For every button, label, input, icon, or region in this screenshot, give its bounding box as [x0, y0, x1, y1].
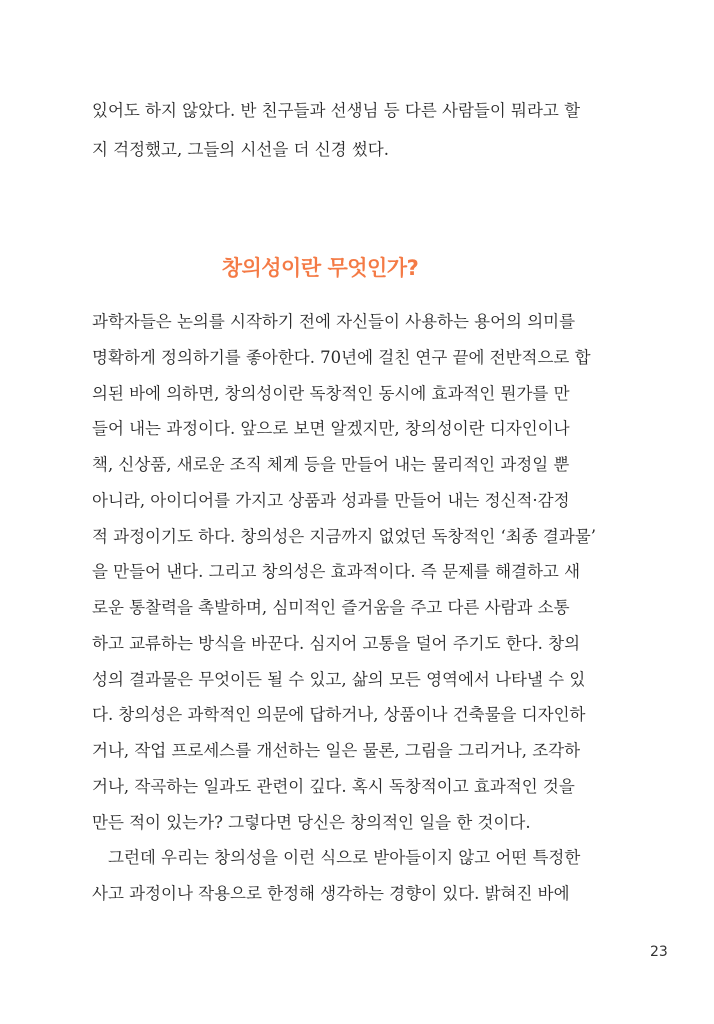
section-heading: 창의성이란 무엇인가?: [221, 256, 419, 280]
body-text-line: 하고 교류하는 방식을 바꾼다. 심지어 고통을 덜어 주기도 한다. 창의: [92, 633, 581, 653]
body-text-line: 을 만들어 낸다. 그리고 창의성은 효과적이다. 즉 문제를 해결하고 새: [92, 562, 581, 582]
body-text-line: 들어 내는 과정이다. 앞으로 보면 알겠지만, 창의성이란 디자인이나: [92, 419, 570, 439]
body-text-line: 사고 과정이나 작용으로 한정해 생각하는 경향이 있다. 밝혀진 바에: [92, 884, 570, 903]
body-text-line: 로운 통찰력을 촉발하며, 심미적인 즐거움을 주고 다른 사람과 소통: [92, 598, 570, 617]
body-text-line: 적 과정이기도 하다. 창의성은 지금까지 없었던 독창적인 ‘최종 결과물’: [92, 526, 596, 546]
body-text-line: 명확하게 정의하기를 좋아한다. 70년에 걸친 연구 끝에 전반적으로 합: [92, 347, 591, 367]
body-text-line: 아니라, 아이디어를 가지고 상품과 성과를 만들어 내는 정신적·감정: [92, 490, 570, 510]
body-text-line: 다. 창의성은 과학적인 의문에 답하거나, 상품이나 건축물을 디자인하: [92, 705, 586, 725]
body-text-line: 과학자들은 논의를 시작하기 전에 자신들이 사용하는 용어의 의미를: [92, 312, 576, 331]
body-text-line: 의된 바에 의하면, 창의성이란 독창적인 동시에 효과적인 뭔가를 만: [92, 383, 570, 403]
body-text-line: 책, 신상품, 새로운 조직 체계 등을 만들어 내는 물리적인 과정일 뿐: [92, 455, 570, 474]
body-text-line: 거나, 작업 프로세스를 개선하는 일은 물론, 그림을 그리거나, 조각하: [92, 741, 581, 760]
body-text-line: 만든 적이 있는가? 그렇다면 당신은 창의적인 일을 한 것이다.: [92, 812, 531, 832]
body-text-line: 있어도 하지 않았다. 반 친구들과 선생님 등 다른 사람들이 뭐라고 할: [92, 101, 581, 120]
page-number: 23: [650, 944, 668, 960]
body-text-line: 그런데 우리는 창의성을 이런 식으로 받아들이지 않고 어떤 특정한: [108, 848, 581, 868]
body-text-line: 거나, 작곡하는 일과도 관련이 깊다. 혹시 독창적이고 효과적인 것을: [92, 776, 575, 796]
body-text-line: 지 걱정했고, 그들의 시선을 더 신경 썼다.: [92, 140, 389, 159]
body-text-line: 성의 결과물은 무엇이든 될 수 있고, 삶의 모든 영역에서 나타낼 수 있: [92, 669, 586, 689]
